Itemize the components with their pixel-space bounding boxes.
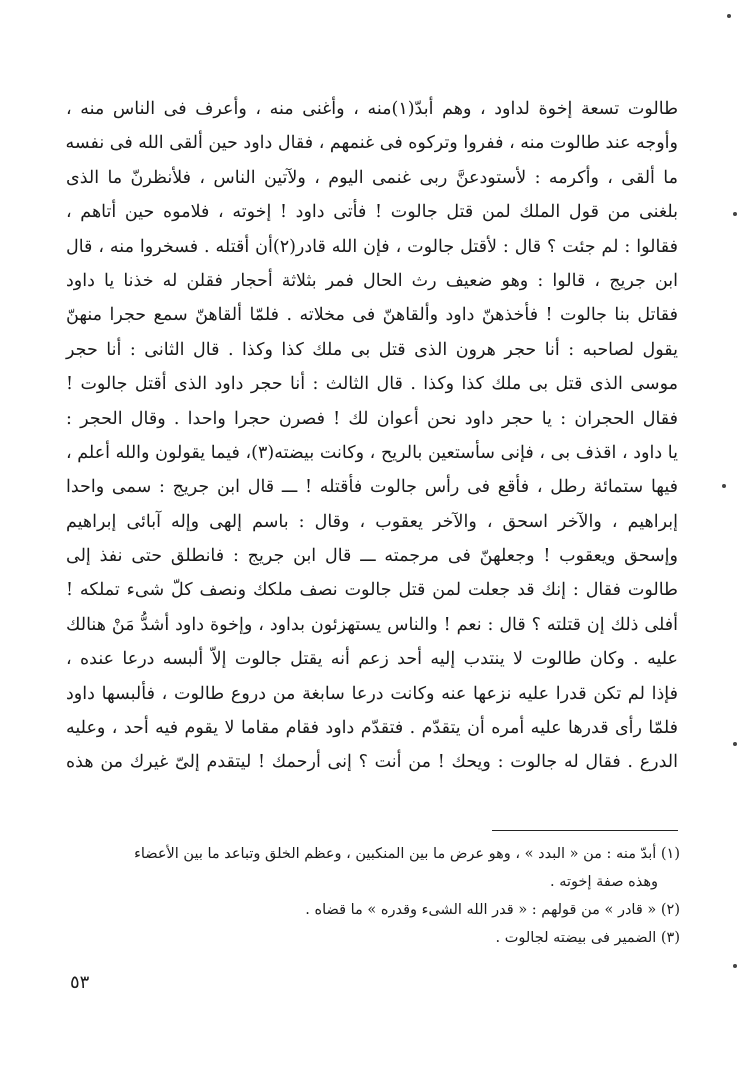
scan-speck (727, 14, 731, 18)
text-line: موسى الذى قتل بى ملك كذا وكذا . قال الثالث : أنا حجر داود الذى أقتل جالوت ! (66, 374, 678, 395)
footnote-1-continuation: وهذه صفة إخوته . (549, 874, 658, 890)
footnote-divider (492, 830, 678, 831)
text-line: ما ألقى ، وأكرمه : لأستودعنَّ ربى غنمى اليوم ، ولآتين الناس ، فلأنظرنّ ما الذى (66, 167, 678, 188)
text-line: فقال الحجران : يا حجر داود نحن أعوان لك ! فصرن حجرا واحدا . وقال الحجر : (66, 408, 678, 429)
text-line: فيها ستمائة رطل ، فأقع فى رأس جالوت فأقتله ! ـــ قال ابن جريج : سمى واحدا (66, 477, 678, 498)
text-line: فإذا لم تكن قدرا عليه نزعها عنه وكانت درعا سابغة من دروع طالوت ، فألبسها داود (66, 683, 678, 704)
text-line: الدرع . فقال له جالوت : ويحك ! من أنت ؟ إنى أرحمك ! ليتقدم إلىّ غيرك من هذه (66, 752, 678, 773)
footnote-2: (٢) « قادر » من قولهم : « قدر الله الشىء وقدره » ما قضاه . (305, 902, 680, 918)
text-line: ابن جريج ، قالوا : وهو ضعيف رث الحال فمر بثلاثة أحجار فقلن له خذنا يا داود (66, 270, 678, 291)
text-line: وإسحق ويعقوب ! وجعلهنّ فى مرجمته ـــ قال ابن جريج : فانطلق حتى نفذ إلى (66, 546, 678, 567)
scan-speck (733, 212, 737, 216)
text-line: فقالوا : لم جئت ؟ قال : لأقتل جالوت ، فإن الله قادر(٢)أن أقتله . فسخروا منه ، قال (66, 236, 678, 257)
text-line: عليه . وكان طالوت لا ينتدب إليه أحد زعم أنه يقتل جالوت إلاّ ألبسه درعا عنده ، (66, 649, 678, 670)
text-line: فلمّا رأى قدرها عليه أمره أن يتقدّم . فتقدّم داود فقام مقاما لا يقوم فيه أحد ، وعليه (66, 718, 678, 739)
text-line: أفلى ذلك إن قتلته ؟ قال : نعم ! والناس يستهزئون بداود ، وإخوة داود أشدُّ مَنْ هنالك (66, 614, 678, 635)
scan-speck (733, 964, 737, 968)
scan-speck (722, 484, 726, 488)
text-line: طالوت تسعة إخوة لداود ، وهم أبدّ(١)منه ، وأغنى منه ، وأعرف فى الناس منه ، (66, 99, 679, 119)
main-text (66, 92, 678, 780)
footnote-1: (١) أبدّ منه : من « البدد » ، وهو عرض ما بين المنكبين ، وعظم الخلق وتباعد ما بين الأعضاء (134, 846, 680, 862)
text-line: طالوت فقال : إنك قد جعلت لمن قتل جالوت نصف ملكك ونصف كلّ شىء تملكه ! (66, 580, 678, 601)
text-line: وأوجه عند طالوت منه ، ففروا وتركوه فى غنمهم ، فقال داود حين ألقى الله فى نفسه (65, 133, 678, 154)
text-line: إبراهيم ، والآخر اسحق ، والآخر يعقوب ، وقال : باسم إلهى وإله آبائى إبراهيم (66, 511, 678, 532)
text-line: يقول لصاحبه : أنا حجر هرون الذى قتل بى ملك كذا وكذا . قال الثانى : أنا حجر (66, 339, 678, 360)
scan-speck (733, 742, 737, 746)
footnotes (60, 840, 680, 952)
footnote-3: (٣) الضمير فى بيضته لجالوت . (495, 930, 680, 946)
text-line: فقاتل بنا جالوت ! فأخذهنّ داود وألقاهنّ فى مخلاته . فلمّا ألقاهنّ سمع حجرا منهنّ (66, 305, 678, 326)
text-line: يا داود ، اقذف بى ، فإنى سأستعين بالريح ، وكانت بيضته(٣)، فيما يقولون والله أعلم ، (66, 442, 678, 463)
page-number: ٥٣ (70, 972, 90, 993)
text-line: بلغنى من قول الملك لمن قتل جالوت ! فأتى داود ! إخوته ، فلاموه حين أتاهم ، (66, 202, 678, 223)
